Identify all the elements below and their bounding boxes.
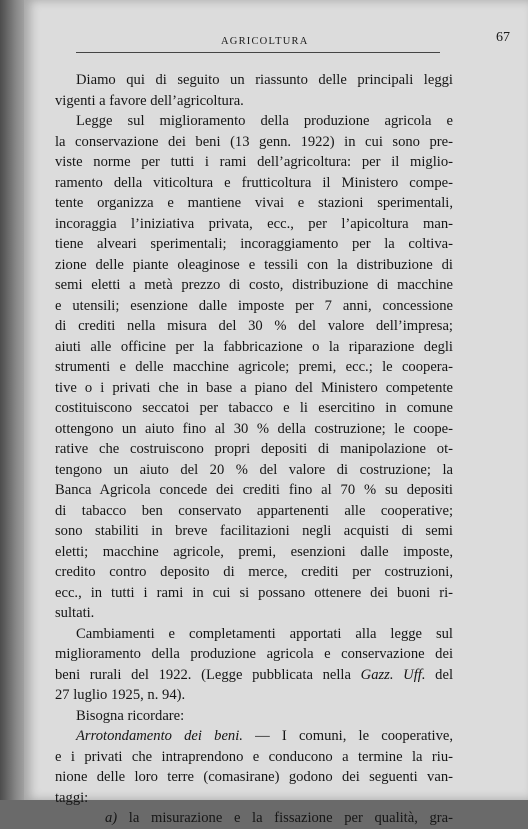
running-header: [76, 30, 510, 53]
text-line: zione delle piante oleaginose e tessili con la distribuzione di: [55, 256, 453, 273]
text-line: ecc., in tutti i rami in cui si possano ottenere dei buoni ri-: [55, 584, 453, 601]
text-line: sultati.: [55, 605, 95, 621]
text-line: strumenti e delle macchine agricole; premi, ecc.; le coopera-: [55, 359, 453, 375]
text-line: Cambiamenti e completamenti apportati alla legge sul: [76, 625, 453, 642]
text-line: costituiscono seccatoi per tabacco e li esercitino in comune: [55, 400, 453, 416]
text-line: semi eletti a metà prezzo di costo, distribuzione di macchine: [55, 277, 453, 293]
text-line: ottengono un aiuto fino al 30 % della costruzione; le coope-: [55, 420, 453, 437]
text-line: taggi:: [55, 789, 89, 806]
text-line: viste norme per tutti i rami dell’agricoltura: per il miglio-: [55, 154, 453, 170]
italic-gazette-abbrev: Gazz. Uff.: [360, 666, 426, 683]
text-line: e i privati che intraprendono e conducono a termine la riu-: [55, 748, 453, 765]
text-line: 27 luglio 1925, n. 94).: [55, 687, 186, 703]
text-line: incoraggia l’iniziativa privata, ecc., per l’apicoltura man-: [55, 215, 453, 232]
text-line: ramento della viticoltura e frutticoltura il Ministero compe-: [55, 174, 453, 191]
text-line: tente organizza e mantiene vivai e stazioni sperimentali,: [55, 195, 453, 211]
text-line: la conservazione dei beni (13 genn. 1922) in cui sono pre-: [55, 133, 453, 150]
text-fragment: la misurazione e la fissazione per qualità, gra-: [117, 810, 453, 826]
text-line: credito contro deposito di merce, crediti per costruzioni,: [55, 564, 453, 580]
text-line: tengono un aiuto del 20 % del valore di costruzione; la: [55, 461, 453, 478]
text-line: Bisogna ricordare:: [76, 707, 185, 724]
page-body: [55, 70, 453, 829]
list-marker: a): [105, 810, 118, 826]
text-line: vigenti a favore dell’agricoltura.: [55, 92, 244, 109]
text-fragment: — I comuni, le cooperative,: [242, 728, 453, 744]
text-line: aiuti alle officine per la fabbricazione o la riparazione degli: [55, 338, 453, 355]
text-line: miglioramento della produzione agricola e conservazione dei: [55, 646, 453, 662]
text-line: di crediti nella misura del 30 % del valore dell’impresa;: [55, 318, 453, 334]
text-line: [55, 726, 453, 747]
text-line: eletti; macchine agricole, premi, esenzioni dalle imposte,: [55, 543, 453, 560]
text-line: Diamo qui di seguito un riassunto delle principali leggi: [76, 72, 453, 88]
text-line: tiene alveari sperimentali; incoraggiamento per la coltiva-: [55, 236, 453, 252]
running-title: AGRICOLTURA: [221, 36, 309, 47]
text-line: Banca Agricola concede dei crediti fino al 70 % su depositi: [55, 482, 453, 498]
text-line: tive o i privati che in base a piano del Ministero competente: [55, 379, 453, 396]
text-line: nione delle loro terre (comasirane) godono dei seguenti van-: [55, 769, 453, 785]
book-spine-shadow: [0, 0, 24, 800]
text-line: [55, 808, 453, 829]
text-line: Legge sul miglioramento della produzione agricola e: [76, 113, 453, 129]
text-line: sono stabiliti in breve facilitazioni negli acquisti di semi: [55, 523, 453, 539]
text-fragment: beni rurali del 1922. (Legge pubblicata nella: [55, 666, 361, 683]
book-page: [24, 0, 528, 826]
text-fragment: del: [425, 666, 453, 683]
text-line: [55, 665, 453, 686]
text-line: rative che costruiscono propri depositi di manipolazione ot-: [55, 441, 453, 457]
text-line: di tabacco ben conservato appartenenti alle cooperative;: [55, 502, 453, 519]
italic-section-heading: Arrotondamento dei beni.: [76, 728, 243, 744]
page-number: 67: [496, 30, 510, 45]
text-line: e utensili; esenzione dalle imposte per 7 anni, concessione: [55, 297, 453, 314]
